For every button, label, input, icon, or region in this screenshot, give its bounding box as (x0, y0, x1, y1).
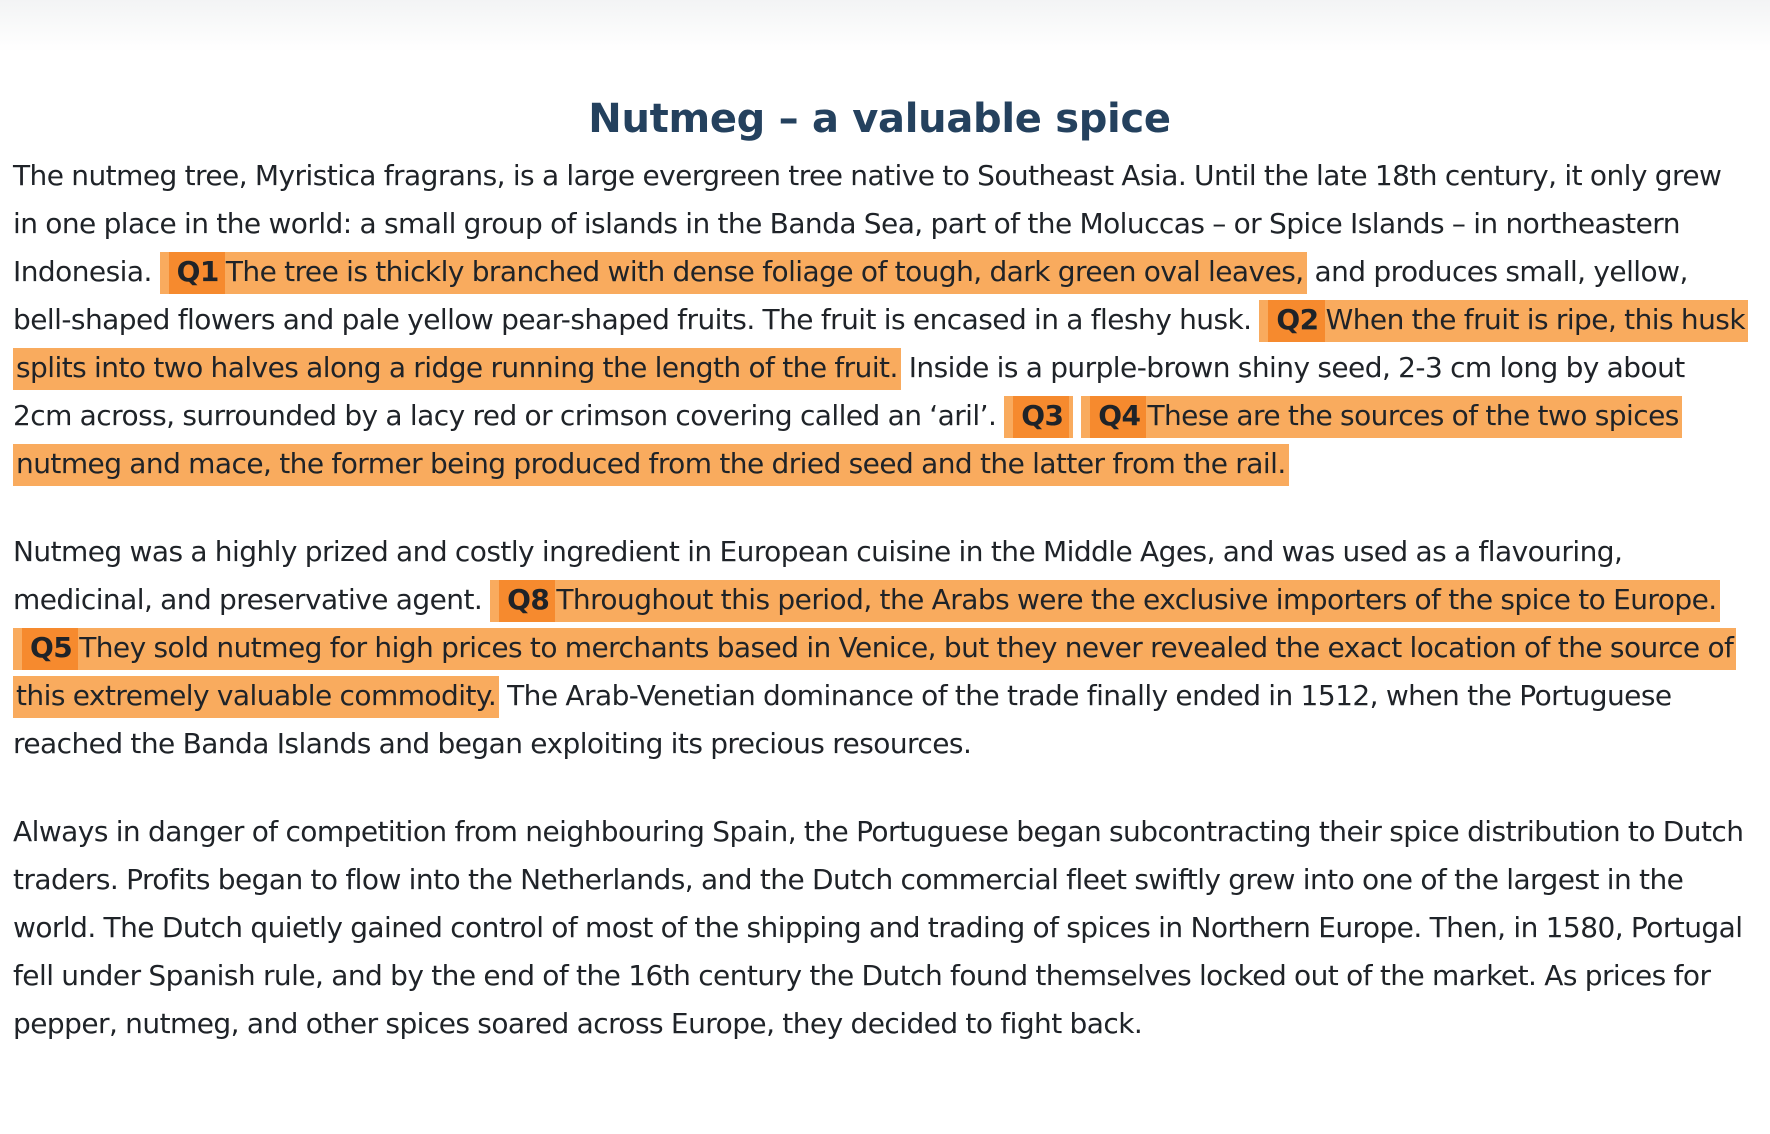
question-tag-q4[interactable]: Q4 (1090, 396, 1146, 438)
paragraph-2-text-3: The Arab-Venetian dominance of the trade finally ended in 1512, when the Portuguese reached the Banda Islands and began exploiting its precious resources. (13, 679, 1672, 760)
paragraph-1-text-1: The nutmeg tree, Myristica fragrans, is a large evergreen tree native to Southeast Asia. Until the late 18th century, it only grew in one place in the world: a small group of islands in the Banda Sea, part of the Moluccas – or Spice Islands – in northeastern Indonesia. (13, 159, 1722, 288)
highlight-q8[interactable] (490, 580, 1719, 622)
paragraph-1 (13, 152, 1746, 488)
highlight-q5-text: They sold nutmeg for high prices to merchants based in Venice, but they never revealed the exact location of the source of this extremely valuable commodity. (16, 631, 1734, 712)
reading-passage (0, 96, 1770, 1048)
highlight-q2-text: When the fruit is ripe, this husk splits into two halves along a ridge running the length of the fruit. (16, 303, 1745, 384)
question-tag-q3[interactable]: Q3 (1013, 396, 1069, 438)
highlight-q8-text: Throughout this period, the Arabs were the exclusive importers of the spice to Europe. (556, 583, 1717, 616)
paragraph-3: Always in danger of competition from neighbouring Spain, the Portuguese began subcontracting their spice distribution to Dutch traders. Profits began to flow into the Netherlands, and the Dutch commercial fleet swiftly grew into one of the largest in the world. The Dutch quietly gained control of most of the shipping and trading of spices in Northern Europe. Then, in 1580, Portugal fell under Spanish rule, and by the end of the 16th century the Dutch found themselves locked out of the market. As prices for pepper, nutmeg, and other spices soared across Europe, they decided to fight back. (13, 815, 1744, 1040)
top-bar (0, 0, 1770, 52)
question-tag-q1[interactable]: Q1 (169, 252, 225, 294)
paragraph-1-text-3: Inside is a purple-brown shiny seed, 2-3 cm long by about 2cm across, surrounded by a lacy red or crimson covering called an ‘aril’. (13, 351, 1685, 432)
passage-title: Nutmeg – a valuable spice (588, 96, 1171, 142)
question-tag-q8[interactable]: Q8 (499, 580, 555, 622)
paragraph-1-text-2: and produces small, yellow, bell-shaped flowers and pale yellow pear-shaped fruits. The fruit is encased in a fleshy husk. (13, 255, 1688, 336)
paragraph-2 (13, 528, 1746, 768)
paragraph-2-text-1: Nutmeg was a highly prized and costly ingredient in European cuisine in the Middle Ages, and was used as a flavouring, medicinal, and preservative agent. (13, 535, 1623, 616)
highlight-q1-text: The tree is thickly branched with dense foliage of tough, dark green oval leaves, (225, 255, 1304, 288)
highlight-q4-text: These are the sources of the two spices nutmeg and mace, the former being produced from the dried seed and the latter from the rail. (16, 399, 1679, 480)
question-tag-q5[interactable]: Q5 (22, 628, 78, 670)
question-tag-q2[interactable]: Q2 (1268, 300, 1324, 342)
highlight-q3[interactable] (1004, 396, 1073, 438)
highlight-q1[interactable] (160, 252, 1307, 294)
